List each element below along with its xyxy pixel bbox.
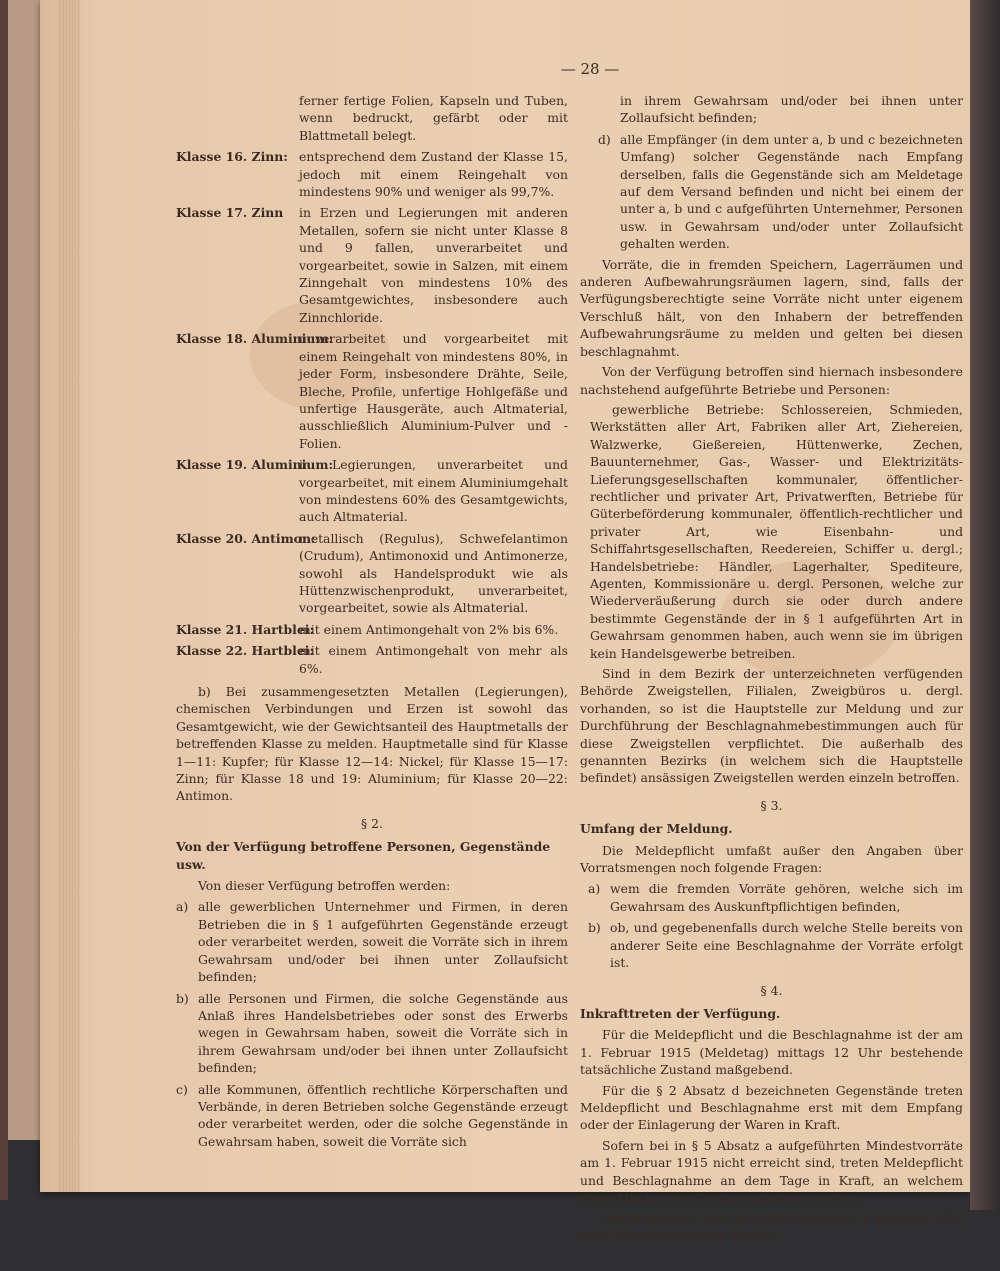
class-label: Klasse 19. Aluminium: <box>176 457 334 473</box>
class-label: Klasse 20. Antimon: <box>176 530 316 546</box>
item-letter: b) <box>176 990 189 1006</box>
list-item <box>580 131 963 253</box>
item-letter: b) <box>588 920 601 936</box>
section-3-heading: § 3. <box>760 797 783 813</box>
paragraph: Von der Verfügung betroffen sind hiernach insbesondere nachstehend aufgeführte Betriebe und Personen: <box>580 364 963 397</box>
section-3-title: Umfang der Meldung. <box>580 821 733 837</box>
paragraph: Sind in dem Bezirk der unterzeichneten verfügenden Behörde Zweigstellen, Filialen, Zweigbüros u. dergl. vorhanden, so ist die Hauptstelle zur Meldung und zur Durchführung der Beschlagnahmebestimmungen auch für diese Zweigstellen verpflichtet. Die außerhalb des genannten Bezirks (in welchem sich die Hauptstelle befindet) ansässigen Zweigstellen werden einzeln betroffen. <box>580 666 963 786</box>
page-number: — 28 — <box>560 60 620 78</box>
item-letter: d) <box>598 131 611 147</box>
paragraph: Beschlagnahmt sind auch alle nach dem 1. Februar 1915 etwa hinzukommenden Vorräte. <box>580 1210 963 1243</box>
class-text: unverarbeitet und vorgearbeitet mit einem Reingehalt von mindestens 80%, in jeder Form, insbesondere Drähte, Seile, Bleche, Profile, unfertige Hohlgefäße und unfertige Hausgeräte, auch Altmaterial, ausschließlich Aluminium-Pulver und -Folien. <box>299 331 568 451</box>
section-2-intro: Von dieser Verfügung betroffen werden: <box>198 878 451 894</box>
item-text: alle gewerblichen Unternehmer und Firmen, in deren Betrieben die in § 1 aufgeführten Gegenstände erzeugt oder verarbeitet werden, soweit die Vorräte sich in ihrem Gewahrsam und/oder bei ihnen unter Zollaufsicht befinden; <box>198 899 568 985</box>
list-item <box>580 880 963 915</box>
paragraph: Für die Meldepflicht und die Beschlagnahme ist der am 1. Februar 1915 (Meldetag) mittags 12 Uhr bestehende tatsächliche Zustand maßgebend. <box>580 1027 963 1078</box>
class-text: mit einem Antimongehalt von 2% bis 6%. <box>299 621 559 637</box>
class-entry <box>176 642 568 677</box>
paragraph-b: b) Bei zusammengesetzten Metallen (Legierungen), chemischen Verbindungen und Erzen ist sowohl das Gesamtgewicht, wie der Gewichtsanteil des Hauptmetalls der betreffenden Klasse zu melden. Hauptmetalle sind für Klasse 1—11: Kupfer; für Klasse 12—14: Nickel; für Klasse 15—17: Zinn; für Klasse 18 und 19: Aluminium; für Klasse 20—22: Antimon. <box>176 684 568 804</box>
section-4-title: Inkrafttreten der Verfügung. <box>580 1005 781 1021</box>
item-text: alle Personen und Firmen, die solche Gegenstände aus Anlaß ihres Handelsbetriebes oder sonst des Erwerbs wegen in Gewahrsam haben, soweit die Vorräte sich in ihrem Gewahrsam und/oder bei ihnen unter Zollaufsicht befinden; <box>198 990 568 1076</box>
class-label: Klasse 16. Zinn: <box>176 149 288 165</box>
item-text: ob, und gegebenenfalls durch welche Stelle bereits von anderer Seite eine Beschlagnahme der Vorräte erfolgt ist. <box>610 920 963 971</box>
item-letter: c) <box>176 1081 188 1097</box>
paragraph: Vorräte, die in fremden Speichern, Lagerräumen und anderen Aufbewahrungsräumen lagern, sind, falls der Verfügungsberechtigte seine Vorräte nicht unter eigenem Verschluß hält, von den Inhabern der betreffenden Aufbewahrungsräume zu melden und gelten bei diesen beschlagnahmt. <box>580 256 963 359</box>
class-text: metallisch (Regulus), Schwefelantimon (Crudum), Antimonoxid und Antimonerze, sowohl als Handelsprodukt wie als Hüttenzwischenprodukt, unverarbeitet, vorgearbeitet, sowie als Altmaterial. <box>299 530 568 616</box>
paragraph: gewerbliche Betriebe: Schlossereien, Schmieden, Werkstätten aller Art, Fabriken aller Art, Ziehereien, Walzwerke, Gießereien, Hüttenwerke, Zechen, Bauunternehmer, Gas-, Wasser- und Elektrizitäts-Lieferungsgesellschaften kommunaler, öffentlicher-rechtlicher und privater Art, Privatwerften, Betriebe für Güterbeförderung kommunaler, öffentlich-rechtlicher und privater Art, wie Eisenbahn- und Schiffahrtsgesellschaften, Reedereien, Schiffer u. dergl.; Handelsbetriebe: Händler, Lagerhalter, Spediteure, Agenten, Kommissionäre u. dergl. Personen, welche zur Wiederveräußerung durch sie oder durch andere bestimmte Gegenstände der in § 1 aufgeführten Art in Gewahrsam genommen haben, auch wenn sie im übrigen kein Handelsgewerbe betreiben. <box>590 401 963 661</box>
right-binding <box>970 0 1000 1210</box>
item-text: alle Kommunen, öffentlich rechtliche Körperschaften und Verbände, in deren Betrieben solche Gegenstände erzeugt oder verarbeitet werden, oder die solche Gegenstände in Gewahrsam haben, soweit die Vorräte sich <box>198 1081 568 1149</box>
section-3-intro: Die Meldepflicht umfaßt außer den Angaben über Vorratsmengen noch folgende Fragen: <box>580 842 963 876</box>
paragraph: Für die § 2 Absatz d bezeichneten Gegenstände treten Meldepflicht und Beschlagnahme erst mit dem Empfang oder der Einlagerung der Waren in Kraft. <box>580 1082 963 1133</box>
list-item <box>176 1081 568 1151</box>
class-entry <box>176 456 568 526</box>
item-letter: a) <box>176 899 189 915</box>
list-item <box>176 898 568 985</box>
book-spine <box>0 0 8 1200</box>
item-letter: a) <box>588 881 601 897</box>
section-2-heading: § 2. <box>361 815 383 831</box>
class-text: entsprechend dem Zustand der Klasse 15, jedoch mit einem Reingehalt von mindestens 90% und weniger als 99,7%. <box>299 149 568 200</box>
class-label: Klasse 22. Hartblei: <box>176 643 315 659</box>
class-text: in Erzen und Legierungen mit anderen Metallen, sofern sie nicht unter Klasse 8 und 9 fallen, unverarbeitet und vorgearbeitet, sowie in Salzen, mit einem Zinngehalt von mindestens 10% des Gesamtgewichtes, insbesondere auch Zinnchloride. <box>299 205 568 325</box>
list-item <box>580 919 963 971</box>
class-entry <box>176 530 568 617</box>
right-column <box>580 92 963 1244</box>
paragraph: Sofern bei in § 5 Absatz a aufgeführten Mindestvorräte am 1. Februar 1915 nicht erreicht sind, treten Meldepflicht und Beschlagnahme an dem Tage in Kraft, an welchem diese Mindestvorräte überschritten werden. <box>580 1137 963 1205</box>
class-label: Klasse 21. Hartblei: <box>176 621 315 637</box>
class-entry <box>176 148 568 200</box>
intro-text: ferner fertige Folien, Kapseln und Tuben, wenn bedruckt, gefärbt oder mit Blattmetall belegt. <box>299 93 568 143</box>
class-label: Klasse 18. Aluminium: <box>176 331 334 347</box>
class-text: mit einem Antimongehalt von mehr als 6%. <box>299 643 568 676</box>
class-entry <box>176 204 568 326</box>
section-2-title: Von der Verfügung betroffene Personen, Gegenstände usw. <box>176 839 551 872</box>
section-4-heading: § 4. <box>760 982 783 998</box>
class-text: in Legierungen, unverarbeitet und vorgearbeitet, mit einem Aluminiumgehalt von mindestens 60% des Gesamtgewichts, auch Altmaterial. <box>299 457 568 525</box>
list-item <box>176 990 568 1077</box>
class-entry <box>176 330 568 452</box>
item-text: wem die fremden Vorräte gehören, welche sich im Gewahrsam des Auskunftpflichtigen befinden, <box>610 881 963 914</box>
item-text: alle Empfänger (in dem unter a, b und c bezeichneten Umfang) solcher Gegenstände nach Empfang derselben, falls die Gegenstände sich am Meldetage auf dem Versand befinden und nicht bei einem der unter a, b und c aufgeführten Unternehmer, Personen usw. in Gewahrsam und/oder unter Zollaufsicht gehalten werden. <box>620 131 963 252</box>
class-entry <box>176 621 568 638</box>
left-column <box>176 92 568 1150</box>
continuation-text: in ihrem Gewahrsam und/oder bei ihnen unter Zollaufsicht befinden; <box>620 93 963 126</box>
page-edges <box>58 0 80 1192</box>
class-label: Klasse 17. Zinn <box>176 205 284 221</box>
